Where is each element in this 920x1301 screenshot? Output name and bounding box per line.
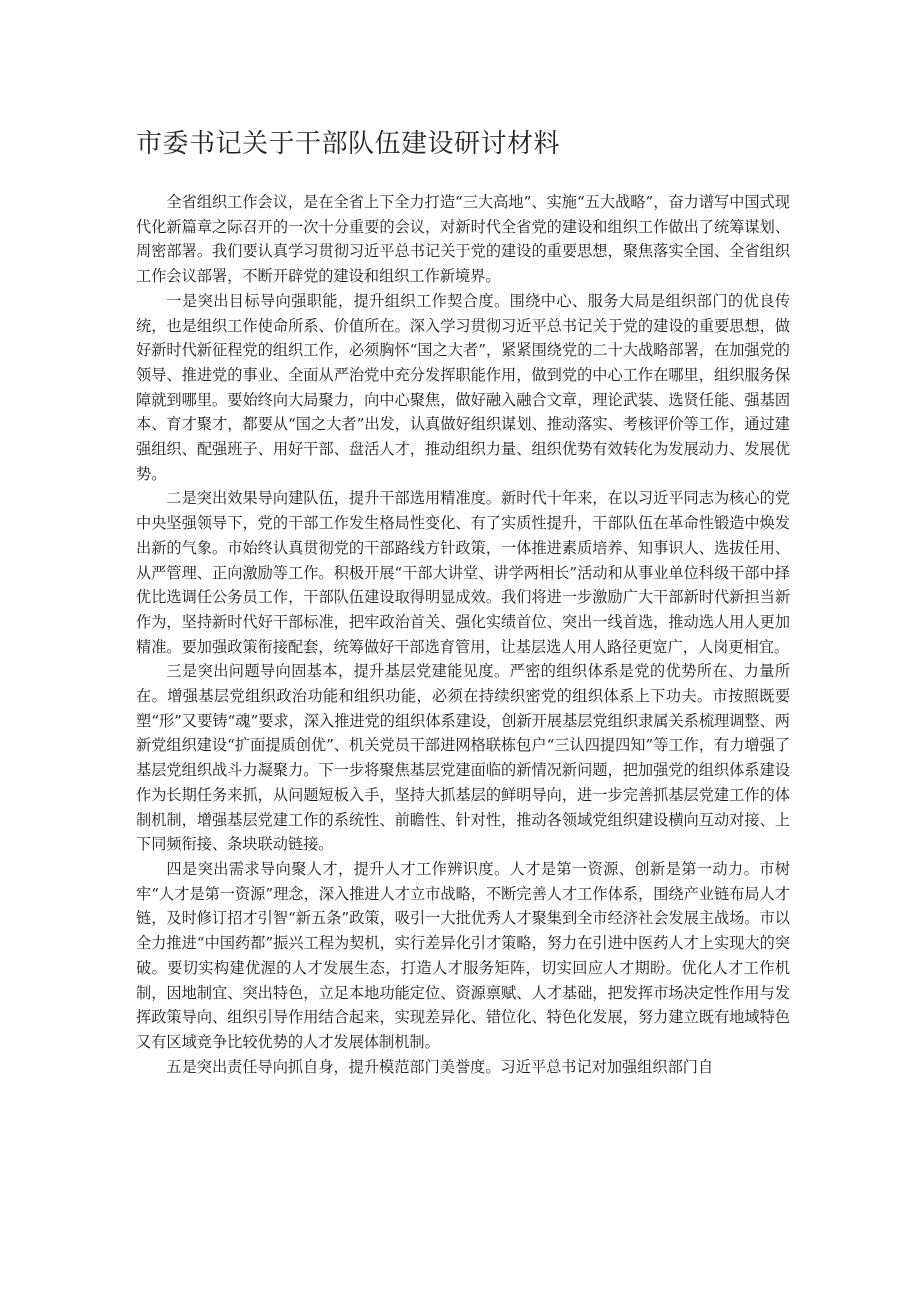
document-title: 市委书记关于干部队伍建设研讨材料: [136, 129, 561, 159]
paragraph-point-4: 四是突出需求导向聚人才，提升人才工作辨识度。人才是第一资源、创新是第一动力。市树牢“人才是第一资源”理念，深入推进人才立市战略，不断完善人才工作体系，围绕产业链布局人才链，及时修订招才引智“新五条”政策，吸引一大批优秀人才聚集到全市经济社会发展主战场。市以全力推进“中国药都”振兴工程为契机，实行差异化引才策略，努力在引进中医药人才上实现大的突破。要切实构建优渥的人才发展生态，打造人才服务矩阵，切实回应人才期盼。优化人才工作机制，因地制宜、突出特色，立足本地功能定位、资源禀赋、人才基础，把发挥市场决定性作用与发挥政策导向、组织引导作用结合起来，实现差异化、错位化、特色化发展，努力建立既有地域特色又有区域竞争比较优势的人才发展体制机制。: [136, 859, 790, 1051]
paragraph-point-5: 五是突出责任导向抓自身，提升模范部门美誉度。习近平总书记对加强组织部门自: [166, 1057, 714, 1076]
paragraph-intro: 全省组织工作会议，是在全省上下全力打造“三大高地”、实施“五大战略”，奋力谱写中国式现代化新篇章之际召开的一次十分重要的会议，对新时代全省党的建设和组织工作做出了统筹谋划、周密部署。我们要认真学习贯彻习近平总书记关于党的建设的重要思想，聚焦落实全国、全省组织工作会议部署，不断开辟党的建设和组织工作新境界。: [136, 193, 790, 286]
paragraph-point-1: 一是突出目标导向强职能，提升组织工作契合度。围绕中心、服务大局是组织部门的优良传统，也是组织工作使命所系、价值所在。深入学习贯彻习近平总书记关于党的建设的重要思想，做好新时代新征程党的组织工作，必须胸怀“国之大者”，紧紧围绕党的二十大战略部署，在加强党的领导、推进党的事业、全面从严治党中充分发挥职能作用，做到党的中心工作在哪里，组织服务保障就到哪里。要始终向大局聚力，向中心聚焦，做好融入融合文章，理论武装、选贤任能、强基固本、育才聚才，都要从“国之大者”出发，认真做好组织谋划、推动落实、考核评价等工作，通过建强组织、配强班子、用好干部、盘活人才，推动组织力量、组织优势有效转化为发展动力、发展优势。: [136, 291, 790, 483]
paragraph-point-3: 三是突出问题导向固基本，提升基层党建能见度。严密的组织体系是党的优势所在、力量所在。增强基层党组织政治功能和组织功能，必须在持续织密党的组织体系上下功夫。市按照既要塑“形”又要铸“魂”要求，深入推进党的组织体系建设，创新开展基层党组织隶属关系梳理调整、两新党组织建设“扩面提质创优”、机关党员干部进网格联栋包户“三认四提四知”等工作，有力增强了基层党组织战斗力凝聚力。下一步将聚焦基层党建面临的新情况新问题，把加强党的组织体系建设作为长期任务来抓，从问题短板入手，坚持大抓基层的鲜明导向，进一步完善抓基层党建工作的体制机制，增强基层党建工作的系统性、前瞻性、针对性，推动各领域党组织建设横向互动对接、上下同频衔接、条块联动链接。: [136, 662, 790, 854]
paragraph-point-2: 二是突出效果导向建队伍，提升干部选用精准度。新时代十年来，在以习近平同志为核心的党中央坚强领导下，党的干部工作发生格局性变化、有了实质性提升，干部队伍在革命性锻造中焕发出新的气象。市始终认真贯彻党的干部路线方针政策，一体推进素质培养、知事识人、选拔任用、从严管理、正向激励等工作。积极开展“干部大讲堂、讲学两相长”活动和从事业单位科级干部中择优比选调任公务员工作，干部队伍建设取得明显成效。我们将进一步激励广大干部新时代新担当新作为，坚持新时代好干部标准，把牢政治首关、强化实绩首位、突出一线首选，推动选人用人更加精准。要加强政策衔接配套，统筹做好干部选育管用，让基层选人用人路径更宽广，人岗更相宜。: [136, 489, 790, 656]
document-body: [136, 126, 790, 1079]
